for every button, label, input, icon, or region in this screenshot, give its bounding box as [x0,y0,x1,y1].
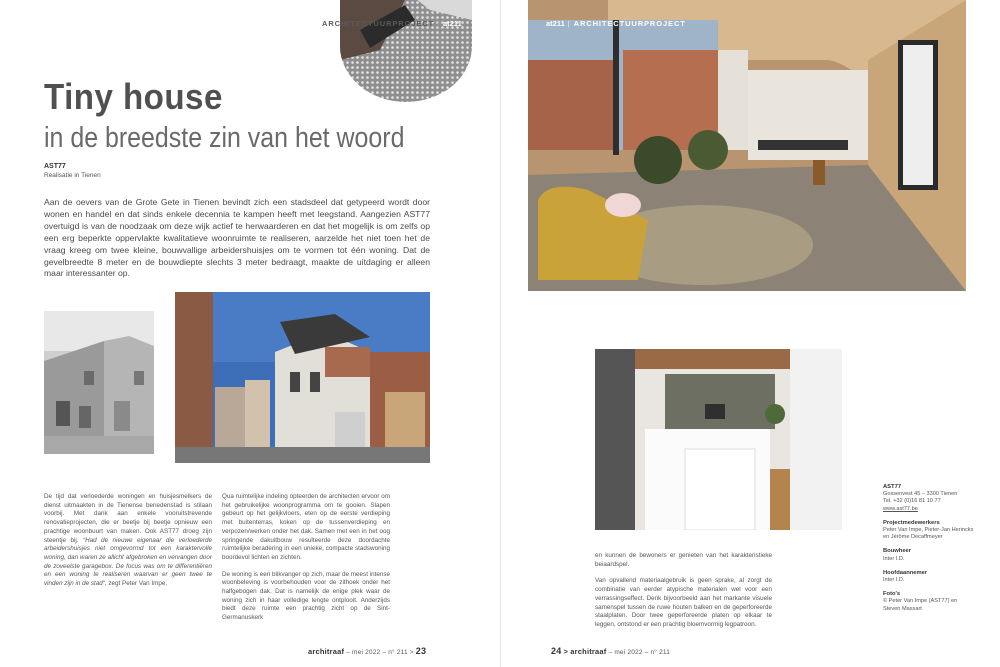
credits-contractor: Inter I.D. [883,577,905,584]
credits-client: Inter I.D. [883,555,905,562]
project-location: Realisatie in Tienen [44,172,101,179]
page-gutter [500,0,501,667]
section-label-right: ARCHITECTUURPROJECT [573,19,686,28]
credits-website-link[interactable]: www.ast77.be [883,505,918,512]
footer-right [551,646,670,656]
col1-quote: “Had de nieuwe eigenaar die verloederde arbeidershuisjes niet omgevormd tot een karaktervolle woning, dan waren ze allicht afgebroken en vervangen door de zoveelste garagebox. De focus was om te differentiëren en een woning te realiseren waarvan er geen twee te vinden zijn in de stad”, [44,536,213,588]
body-column-1 [44,493,212,597]
circular-detail-photo [340,0,472,102]
credits-phone: Tel. +32 (0)16 81 10 77 [883,498,941,505]
page-subtitle: in de breedste zin van het woord [44,122,405,154]
intro-paragraph: Aan de oevers van de Grote Gete in Tienen bevindt zich een stadsdeel dat getypeerd wordt door wonen en handel en dat sinds enkele decennia te kampen heeft met leegstand. Aangezien AST77 overtuigd is van de noodzaak om deze wijk actief te herwaarderen en dat het mogelijk is om zelfs op een erg beperkte oppervlakte kwalitatieve woonruimte te realiseren, aarzelde het niet toen het de vraag kreeg om twee kleine, bouwvallige arbeidershuisjes om te vormen tot één woning. Dat de gevelbreedte 8 meter en de bouwdiepte slechts 3 meter bedraagt, maakte de uitdaging er alleen maar interessanter op. [44,197,430,279]
magazine-tag: at211 [442,19,462,28]
section-header-right: at211 | ARCHITECTUURPROJECT [546,19,686,28]
right-body-column [595,552,772,638]
footer-brand: architraaf [308,647,345,656]
street-facade-photo [175,292,430,463]
before-photo-bw [44,311,154,454]
col1-text: De tijd dat verloederde woningen en huisjesmelkers de dienst uitmaakten in de Tienense benedenstad is stilaan voorbij. Met dank aan enkele vooruitstrevende renovatieprojecten, die er beetje bij beetje opnieuw een prachtige woonbuurt van maken. Ook AST77 droeg zijn steentje bij. [44,493,212,544]
col1-end: zegt Peter Van Impe. [106,580,168,588]
page-number: 23 [415,646,427,656]
footer-issue: – mei 2022 – n° 211 > [346,649,414,656]
footer-brand-right: > architraaf [563,647,607,656]
credits-collab-1: Peter Van Impe, Pieter-Jan Herinckx [883,527,974,534]
page-title: Tiny house [44,76,223,117]
credits-contractor-heading: Hoofdaannemer [883,569,928,576]
interior-hero-photo [528,0,966,291]
author-name: AST77 [44,163,66,170]
body-column-2 [222,493,390,631]
right-paragraph-1: en kunnen de bewoners er genieten van het karakteristieke beiaardspel. [595,552,772,568]
project-credits [883,484,983,620]
page-number-right: 24 [551,646,562,656]
col2-paragraph-2: De woning is een blikvanger op zich, maar de meest intense woonbeleving is voorbehouden voor de zithoek onder het halfgebogen dak. Dat is namelijk de enige plek waar de woning zich in haar volledige lengte ontplooit. Anderzijds biedt deze ruimte een prachtig zicht op de Sint-Germanuskerk [222,570,391,622]
credits-firm: AST77 [883,484,902,490]
credits-photo-1: © Peter Van Impe (AST77) en [883,598,958,605]
credits-photo-heading: Foto's [883,591,901,598]
credits-collab-heading: Projectmedewerkers [883,519,940,526]
col2-paragraph-1: Qua ruimtelijke indeling opteerden de architecten ervoor om het gebruikelijke woonprogramma om te gooien. Slapen gebeurt op het gelijkvloers, eten op de eerste verdieping met buitenterras, koken op de tussenverdieping en verpozen/werken onder het dak. Samen met een in het oog springende dakuitbouw resulteerde deze doordachte ruimtelijke beradering in een unieke, compacte stadswoning boordevol lichten en zichten. [222,493,390,561]
section-label: ARCHITECTUURPROJECT [322,19,435,28]
credits-photo-2: Steven Massart [883,605,922,612]
footer-left [308,646,426,656]
credits-collab-2: en Jérôme Decaffmeyer [883,534,943,541]
staircase-kitchen-photo [595,349,842,530]
magazine-tag-right: at211 [546,19,565,28]
section-header-left: ARCHITECTUURPROJECT | at211 [322,19,462,28]
credits-address: Gossenvest 45 – 3300 Tienen [883,491,958,498]
credits-client-heading: Bouwheer [883,548,912,555]
right-paragraph-2: Van opvallend materiaalgebruik is geen sprake, al zorgt de combinatie van eerder atypische materialen wel voor een verrassingseffect. Denk bijvoorbeeld aan het markante visuele samenspel tussen de ruwe houten balken en de geperforeerde staalplaten. Door twee geperforeerde platen op elkaar te leggen, ontstond er een prachtig bloemvormig legpatroon. [595,577,772,628]
footer-issue-right: – mei 2022 – n° 211 [608,649,671,656]
